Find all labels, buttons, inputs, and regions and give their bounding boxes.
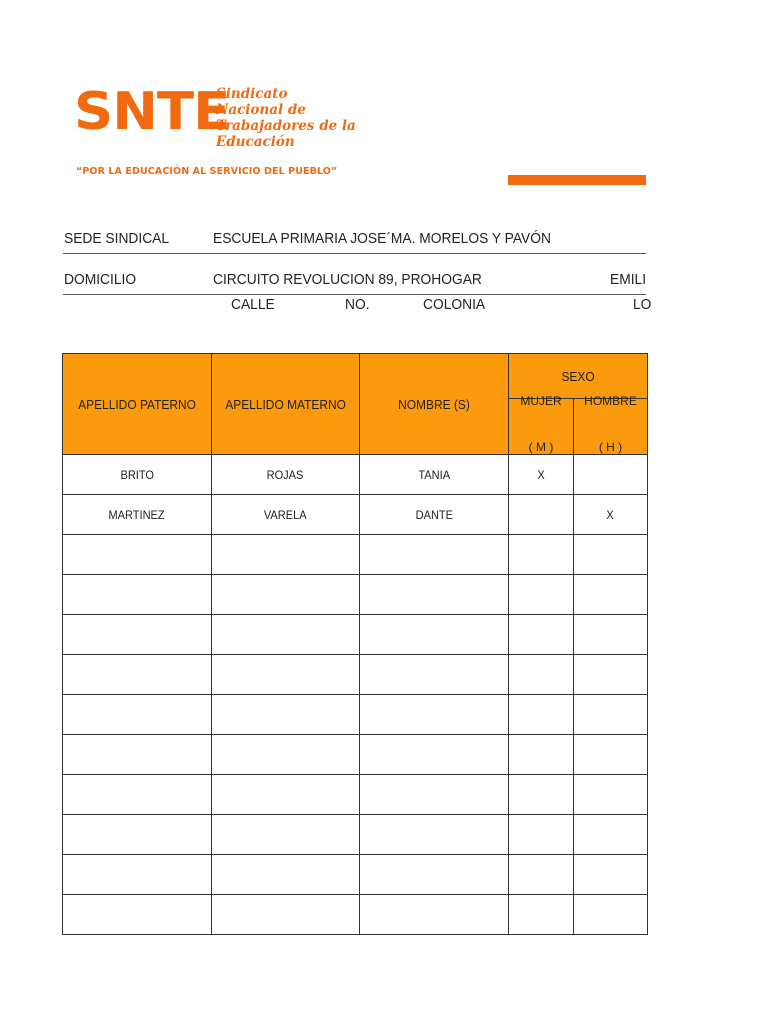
cell-apellido-paterno (63, 495, 212, 535)
sede-label: SEDE SINDICAL (64, 230, 170, 247)
cell-hombre (574, 615, 648, 655)
domicilio-underline (63, 294, 646, 295)
cell-apellido-paterno (63, 655, 212, 695)
cell-mujer (509, 855, 574, 895)
cell-mujer (509, 775, 574, 815)
table-row (63, 695, 648, 735)
cell-hombre (574, 575, 648, 615)
cell-nombre (360, 615, 509, 655)
logo-line: Trabajadores de la (216, 118, 356, 134)
table-row (63, 815, 648, 855)
cell-apellido-materno (212, 655, 360, 695)
cell-nombre (360, 535, 509, 575)
cell-hombre (574, 855, 648, 895)
cell-apellido-paterno (63, 575, 212, 615)
calle-sublabel: CALLE (231, 296, 275, 313)
cell-apellido-paterno (63, 855, 212, 895)
cell-hombre (574, 535, 648, 575)
members-table-wrapper (62, 353, 646, 934)
cell-apellido-materno (212, 615, 360, 655)
cell-apellido-materno (212, 735, 360, 775)
cell-apellido-materno (212, 775, 360, 815)
header-nombre (360, 354, 509, 455)
header-sexo (509, 354, 648, 399)
header-label: SEXO (561, 368, 595, 384)
hombre-label: HOMBRE (584, 394, 637, 408)
cell-hombre (574, 735, 648, 775)
cell-mujer (509, 815, 574, 855)
table-row (63, 615, 648, 655)
table-body (63, 455, 648, 935)
info-section (0, 0, 652, 330)
cell-text: ROJAS (267, 467, 304, 482)
cell-apellido-paterno (63, 775, 212, 815)
cell-text: VARELA (264, 507, 307, 522)
cell-apellido-materno (212, 575, 360, 615)
header-label: NOMBRE (S) (398, 396, 470, 412)
cell-apellido-materno (212, 695, 360, 735)
logo-line: Sindicato (216, 86, 288, 102)
cell-apellido-materno (212, 535, 360, 575)
table-row (63, 855, 648, 895)
logo-mark: SNTE (74, 82, 230, 142)
table-row (63, 455, 648, 495)
header-apellido-materno (212, 354, 360, 455)
table-row (63, 895, 648, 935)
cell-mujer (509, 655, 574, 695)
table-row (63, 535, 648, 575)
cell-mujer (509, 895, 574, 935)
logo-slogan: “POR LA EDUCACIÓN AL SERVICIO DEL PUEBLO” (76, 166, 338, 177)
cell-apellido-materno (212, 495, 360, 535)
cell-mujer (509, 735, 574, 775)
cell-hombre (574, 495, 648, 535)
cell-text: X (537, 467, 545, 482)
domicilio-label: DOMICILIO (64, 271, 137, 288)
cell-apellido-paterno (63, 735, 212, 775)
cell-text: BRITO (120, 467, 154, 482)
cell-apellido-materno (212, 895, 360, 935)
sede-value: ESCUELA PRIMARIA JOSE´MA. MORELOS Y PAVÓN (213, 230, 551, 247)
cell-hombre (574, 815, 648, 855)
header-label: APELLIDO PATERNO (78, 396, 196, 412)
cell-mujer (509, 495, 574, 535)
cell-mujer (509, 535, 574, 575)
domicilio-extra: EMILI (610, 271, 647, 288)
cell-text: MARTINEZ (108, 507, 166, 522)
cell-apellido-materno (212, 455, 360, 495)
logo-line: Educación (216, 134, 295, 150)
table-row (63, 495, 648, 535)
cell-apellido-paterno (63, 695, 212, 735)
cell-text: TANIA (418, 467, 450, 482)
members-table (62, 353, 648, 935)
hombre-code: ( H ) (598, 440, 623, 454)
sede-underline (63, 253, 646, 254)
cell-text: DANTE (415, 507, 453, 522)
cell-nombre (360, 575, 509, 615)
cell-mujer (509, 695, 574, 735)
table-row (63, 575, 648, 615)
table-row (63, 775, 648, 815)
header-apellido-paterno (63, 354, 212, 455)
cell-nombre (360, 895, 509, 935)
cell-apellido-paterno (63, 615, 212, 655)
cell-apellido-paterno (63, 535, 212, 575)
cell-apellido-materno (212, 815, 360, 855)
cell-hombre (574, 655, 648, 695)
cell-hombre (574, 895, 648, 935)
logo-line: Nacional de (216, 102, 306, 118)
cell-nombre (360, 655, 509, 695)
mujer-label: MUJER (520, 394, 562, 408)
cell-mujer (509, 575, 574, 615)
cell-nombre (360, 855, 509, 895)
cell-apellido-paterno (63, 815, 212, 855)
cell-mujer (509, 455, 574, 495)
header-mujer (509, 394, 574, 455)
colonia-sublabel: COLONIA (423, 296, 486, 313)
cell-nombre (360, 775, 509, 815)
cell-nombre (360, 695, 509, 735)
localidad-sublabel: LO (633, 296, 652, 313)
cell-apellido-paterno (63, 455, 212, 495)
mujer-code: ( M ) (528, 440, 554, 454)
cell-mujer (509, 615, 574, 655)
cell-nombre (360, 495, 509, 535)
header-label: APELLIDO MATERNO (225, 396, 346, 412)
cell-nombre (360, 735, 509, 775)
cell-hombre (574, 455, 648, 495)
cell-apellido-paterno (63, 895, 212, 935)
cell-apellido-materno (212, 855, 360, 895)
header-hombre (574, 394, 648, 455)
cell-text: X (606, 507, 615, 522)
table-row (63, 655, 648, 695)
domicilio-value: CIRCUITO REVOLUCION 89, PROHOGAR (213, 271, 482, 288)
cell-hombre (574, 695, 648, 735)
numero-sublabel: NO. (345, 296, 370, 313)
table-row (63, 735, 648, 775)
cell-nombre (360, 455, 509, 495)
cell-hombre (574, 775, 648, 815)
cell-nombre (360, 815, 509, 855)
